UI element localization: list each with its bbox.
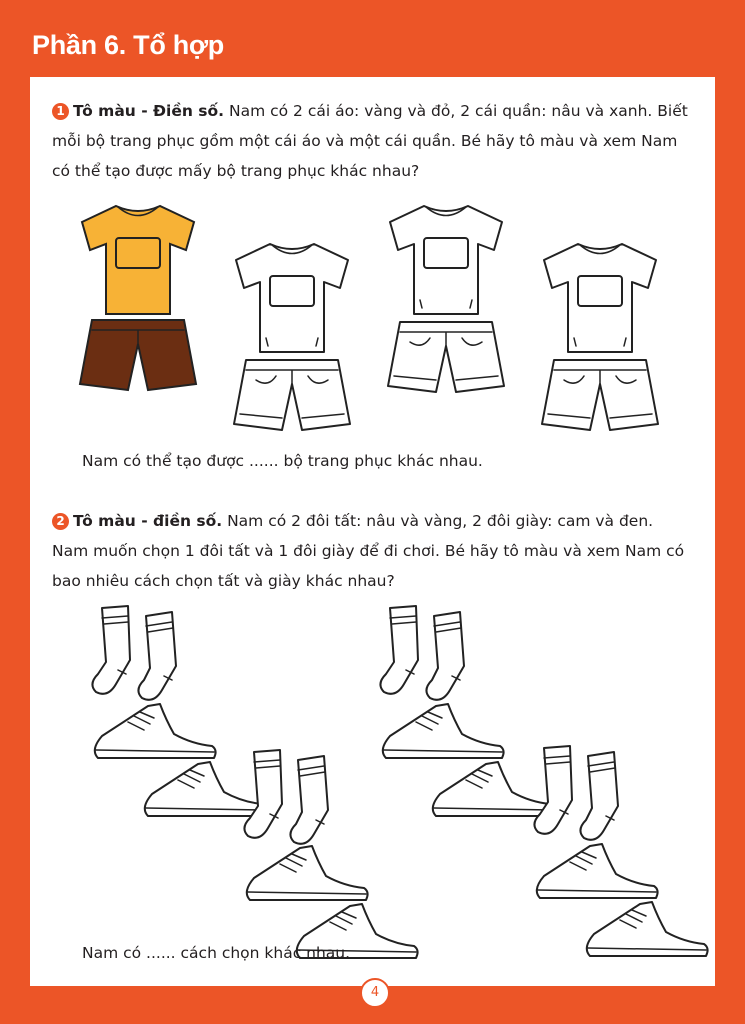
- shirt-outline-2[interactable]: [232, 240, 352, 360]
- exercise-2-text: Nam có 2 đôi tất: nâu và vàng, 2 đôi giày: cam và đen. Nam muốn chọn 1 đôi tất và 1 đôi giày để đi chơi. Bé hãy tô màu và xem Nam có bao nhiêu cách chọn tất và giày khác nhau?: [52, 512, 685, 590]
- exercise-2-answer: Nam có ...... cách chọn khác nhau.: [82, 944, 351, 962]
- shorts-outline-2[interactable]: [232, 358, 352, 433]
- shirt-outline-4[interactable]: [540, 240, 660, 360]
- exercise-2-prompt: [52, 506, 692, 596]
- exercise-1-heading: Tô màu - Điền số.: [73, 102, 225, 120]
- exercise-1-prompt: [52, 96, 692, 186]
- shorts-outline-4[interactable]: [540, 358, 660, 433]
- shirt-colored[interactable]: [78, 202, 198, 322]
- exercise-1-number: 1: [52, 103, 69, 120]
- shoes-pair-2[interactable]: [376, 700, 556, 820]
- socks-pair-2[interactable]: [376, 604, 476, 708]
- shoes-pair-4[interactable]: [530, 840, 710, 960]
- socks-pair-1[interactable]: [88, 604, 188, 708]
- exercise-2-number: 2: [52, 513, 69, 530]
- shorts-outline-3[interactable]: [386, 320, 506, 395]
- page-number: 4: [360, 978, 390, 1008]
- shirt-outline-3[interactable]: [386, 202, 506, 322]
- shorts-colored[interactable]: [78, 318, 198, 393]
- page-title: Phần 6. Tổ hợp: [32, 30, 224, 60]
- socks-pair-4[interactable]: [530, 744, 630, 848]
- exercise-1-text: Nam có 2 cái áo: vàng và đỏ, 2 cái quần: nâu và xanh. Biết mỗi bộ trang phục gồm một cái áo và một cái quần. Bé hãy tô màu và xem Nam có thể tạo được mấy bộ trang phục khác nhau?: [52, 102, 688, 180]
- exercise-1-answer: Nam có thể tạo được ...... bộ trang phục khác nhau.: [82, 452, 483, 470]
- socks-pair-3[interactable]: [240, 748, 340, 852]
- exercise-2-heading: Tô màu - điền số.: [73, 512, 223, 530]
